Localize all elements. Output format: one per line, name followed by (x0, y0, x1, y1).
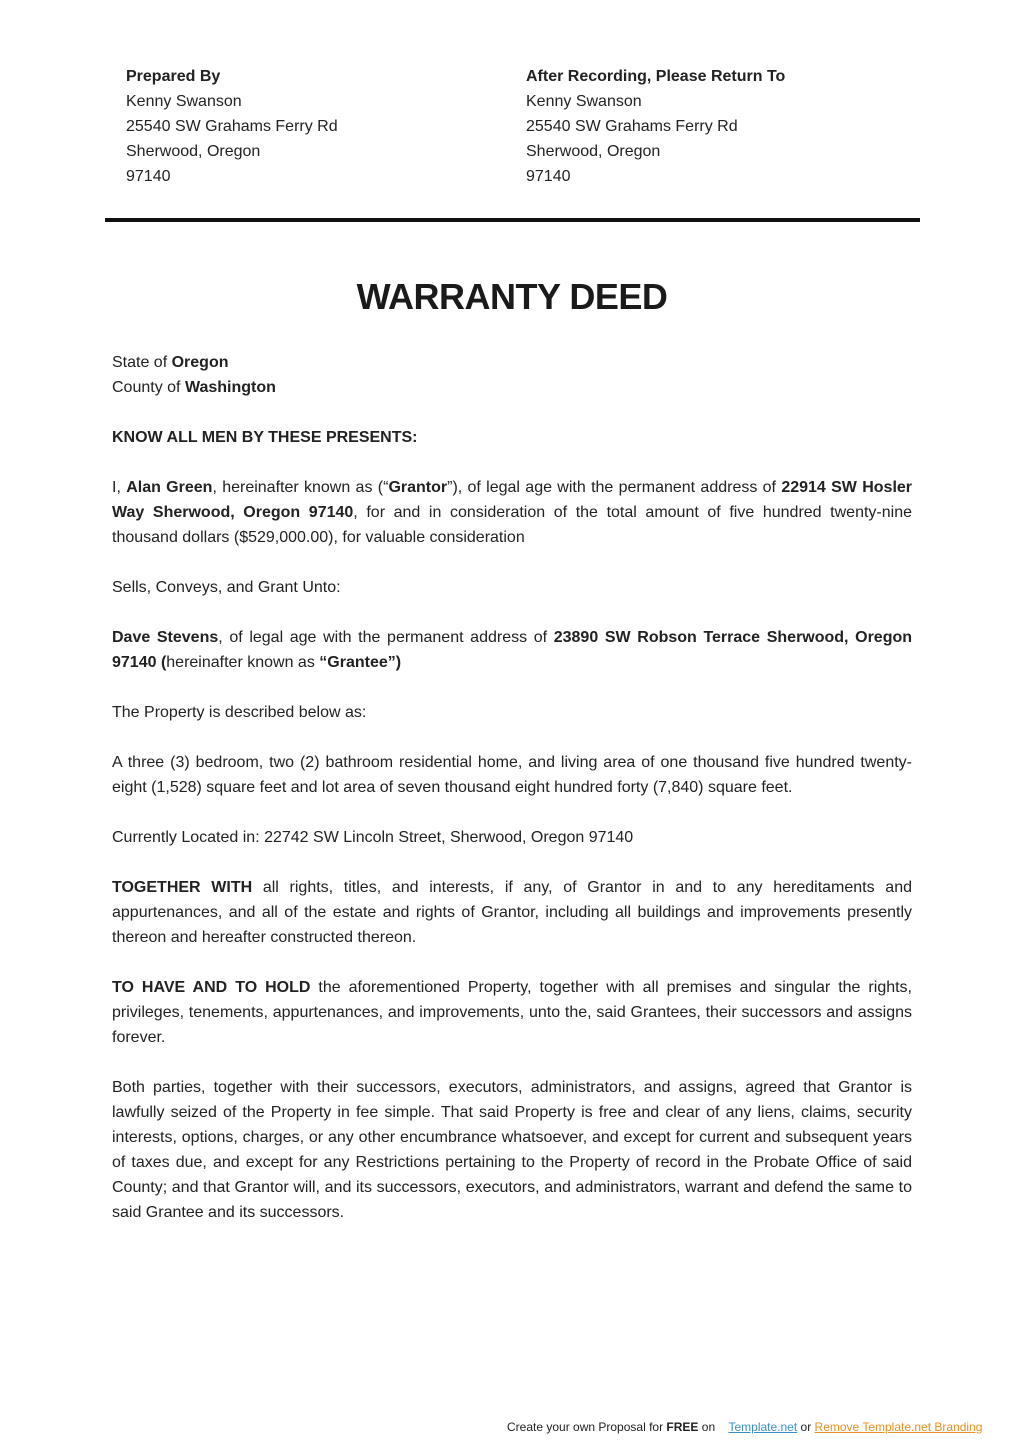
template-net-link[interactable]: Template.net (728, 1420, 798, 1434)
county-label: County of (112, 379, 185, 396)
grantor-name: Alan Green (126, 479, 213, 496)
remove-branding-link[interactable]: Remove Template.net Branding (814, 1420, 983, 1434)
return-to-zip: 97140 (526, 168, 571, 185)
located-line: Currently Located in: 22742 SW Lincoln Street, Sherwood, Oregon 97140 (112, 829, 634, 846)
prepared-by-block (126, 64, 338, 189)
prepared-by-heading: Prepared By (126, 68, 221, 85)
together-with-paragraph (112, 875, 912, 950)
grantor-term: Grantor (388, 479, 448, 496)
footer-or: or (797, 1420, 815, 1434)
branding-footer (507, 1420, 982, 1434)
prepared-by-name: Kenny Swanson (126, 93, 242, 110)
state-line (112, 350, 912, 375)
return-to-street: 25540 SW Grahams Ferry Rd (526, 118, 738, 135)
grantor-paragraph (112, 475, 912, 550)
know-all-text: KNOW ALL MEN BY THESE PRESENTS: (112, 429, 418, 446)
county-line (112, 375, 912, 400)
footer-prefix: Create your own Proposal for (507, 1420, 667, 1434)
know-all-line (112, 425, 912, 450)
return-to-heading: After Recording, Please Return To (526, 68, 786, 85)
deed-body (112, 350, 912, 1250)
sells-line: Sells, Conveys, and Grant Unto: (112, 579, 341, 596)
to-have-text: the aforementioned Property, together with all premises and singular the rights, privileges, tenements, appurtenances, and improvements, unto the, said Grantees, their successors and assigns forever. (112, 979, 913, 1046)
property-description: A three (3) bedroom, two (2) bathroom residential home, and living area of one thousand five hundred twenty-eight (1,528) square feet and lot area of seven thousand eight hundred forty (7,840) square feet. (112, 754, 912, 796)
return-to-name: Kenny Swanson (526, 93, 642, 110)
state-label: State of (112, 354, 172, 371)
to-have-paragraph (112, 975, 912, 1050)
header-divider (105, 218, 920, 222)
prepared-by-street: 25540 SW Grahams Ferry Rd (126, 118, 338, 135)
together-with-lead: TOGETHER WITH (112, 879, 253, 896)
both-parties-paragraph: Both parties, together with their successors, executors, administrators, and assigns, agreed that Grantor is lawfully seized of the Property in fee simple. That said Property is free and clear of any liens, claims, security interests, options, charges, or any other encumbrance whatsoever, and except for current and subsequent years of taxes due, and except for any Restrictions pertaining to the Property of record in the Probate Office of said County; and that Grantor will, and its successors, executors, and administrators, warrant and defend the same to said Grantee and its successors. (112, 1079, 912, 1221)
grantee-text-2: hereinafter known as (166, 654, 320, 671)
property-intro: The Property is described below as: (112, 704, 367, 721)
document-title: WARRANTY DEED (356, 276, 668, 317)
grantee-open-paren: ( (160, 654, 167, 671)
return-to-block (526, 64, 785, 189)
to-have-lead: TO HAVE AND TO HOLD (112, 979, 311, 996)
prepared-by-city: Sherwood, Oregon (126, 143, 261, 160)
together-with-text: all rights, titles, and interests, if any, of Grantor in and to any hereditaments and appurtenances, and all of the estate and rights of Grantor, including all buildings and improvements presently thereon and hereafter constructed thereon. (112, 879, 913, 946)
footer-free: FREE (666, 1420, 699, 1434)
grantor-text-2: , hereinafter known as (“ (212, 479, 389, 496)
prepared-by-zip: 97140 (126, 168, 171, 185)
grantor-text-1: I, (112, 479, 127, 496)
grantee-term: “Grantee”) (319, 654, 402, 671)
grantor-text-4: , for and in consideration of the total amount of five hundred twenty-nine thousand dollars ($529,000.00), for valuable consideration (112, 504, 912, 546)
grantee-address: 23890 SW Robson Terrace Sherwood, Oregon 97140 (112, 629, 913, 671)
footer-on: on (698, 1420, 719, 1434)
grantee-name: Dave Stevens (112, 629, 219, 646)
grantor-address: 22914 SW Hosler Way Sherwood, Oregon 97140 (112, 479, 913, 521)
grantee-paragraph (112, 625, 912, 675)
grantor-text-3: ”), of legal age with the permanent address of (447, 479, 782, 496)
grantee-text-1: , of legal age with the permanent address of (218, 629, 554, 646)
county-value: Washington (184, 379, 276, 396)
state-value: Oregon (171, 354, 229, 371)
return-to-city: Sherwood, Oregon (526, 143, 661, 160)
